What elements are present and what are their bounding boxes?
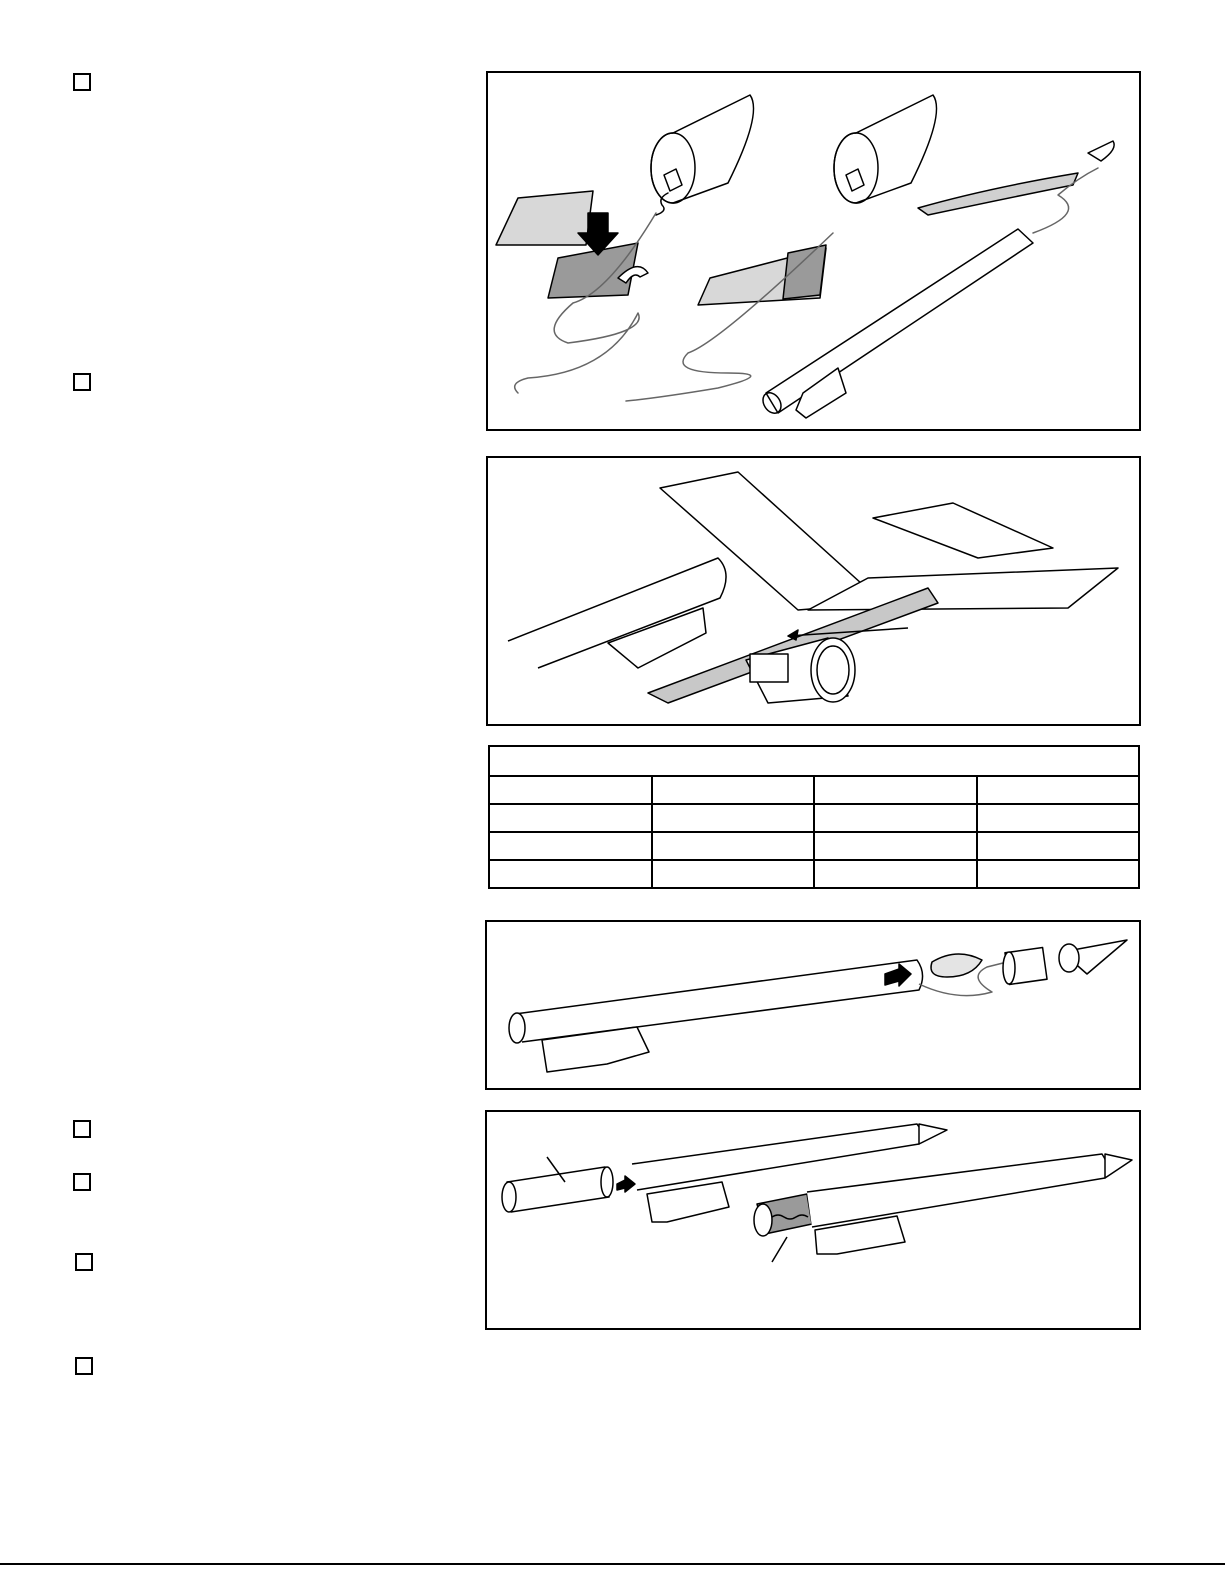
- nose-cone-illustration: [651, 95, 754, 215]
- data-table: [488, 745, 1140, 889]
- body-tube-illustration: [807, 1154, 1107, 1227]
- table-cell: [977, 776, 1140, 804]
- body-tube-illustration: [515, 960, 923, 1042]
- nose-cone-illustration: [834, 95, 937, 203]
- table-cell: [977, 804, 1140, 832]
- table-row: [489, 776, 1139, 804]
- tail-illustration: [873, 503, 1053, 558]
- table-cell: [652, 804, 815, 832]
- table-cell: [652, 832, 815, 860]
- page-footer-rule: [0, 1563, 1225, 1565]
- engine-illustration: [754, 1194, 812, 1236]
- table-cell: [489, 804, 652, 832]
- step-checkbox-5[interactable]: [75, 1253, 93, 1271]
- streamer-sheet: [918, 173, 1078, 215]
- table-cell: [489, 860, 652, 888]
- figure-glider-assembly: [486, 456, 1141, 726]
- table-cell: [814, 860, 977, 888]
- body-tube-illustration: [632, 1124, 923, 1190]
- table-row: [489, 832, 1139, 860]
- step-checkbox-6[interactable]: [75, 1357, 93, 1375]
- engine-illustration: [1003, 948, 1047, 985]
- step-checkbox-1[interactable]: [73, 73, 91, 91]
- nose-cone-illustration: [1105, 1154, 1132, 1178]
- step-checkbox-4[interactable]: [73, 1173, 91, 1191]
- tape-piece: [548, 243, 638, 298]
- engine-illustration: [746, 638, 855, 703]
- table-cell: [652, 776, 815, 804]
- table-cell: [977, 860, 1140, 888]
- table-row: [489, 804, 1139, 832]
- engine-illustration: [502, 1167, 613, 1212]
- table-cell: [977, 832, 1140, 860]
- streamer-bundle: [931, 954, 982, 977]
- table-row: [489, 860, 1139, 888]
- table-cell: [814, 776, 977, 804]
- table-cell: [489, 832, 652, 860]
- figure-streamer-attachment: [486, 71, 1141, 431]
- table-cell: [652, 860, 815, 888]
- step-checkbox-3[interactable]: [73, 1120, 91, 1138]
- arrow-icon: [788, 630, 798, 640]
- table-cell: [489, 776, 652, 804]
- nose-cone-illustration: [1088, 141, 1114, 161]
- table-title: [489, 746, 1139, 776]
- tape-piece: [783, 245, 826, 299]
- streamer-sheet: [496, 191, 593, 245]
- step-checkbox-2[interactable]: [73, 373, 91, 391]
- figure-packing-streamer: [485, 920, 1141, 1090]
- figure-engine-mount: [485, 1110, 1141, 1330]
- table-cell: [814, 804, 977, 832]
- pointer-line: [772, 1237, 787, 1262]
- wing-illustration: [808, 568, 1118, 610]
- table-cell: [814, 832, 977, 860]
- arrow-icon: [617, 1176, 635, 1192]
- nose-cone-illustration: [919, 1124, 947, 1144]
